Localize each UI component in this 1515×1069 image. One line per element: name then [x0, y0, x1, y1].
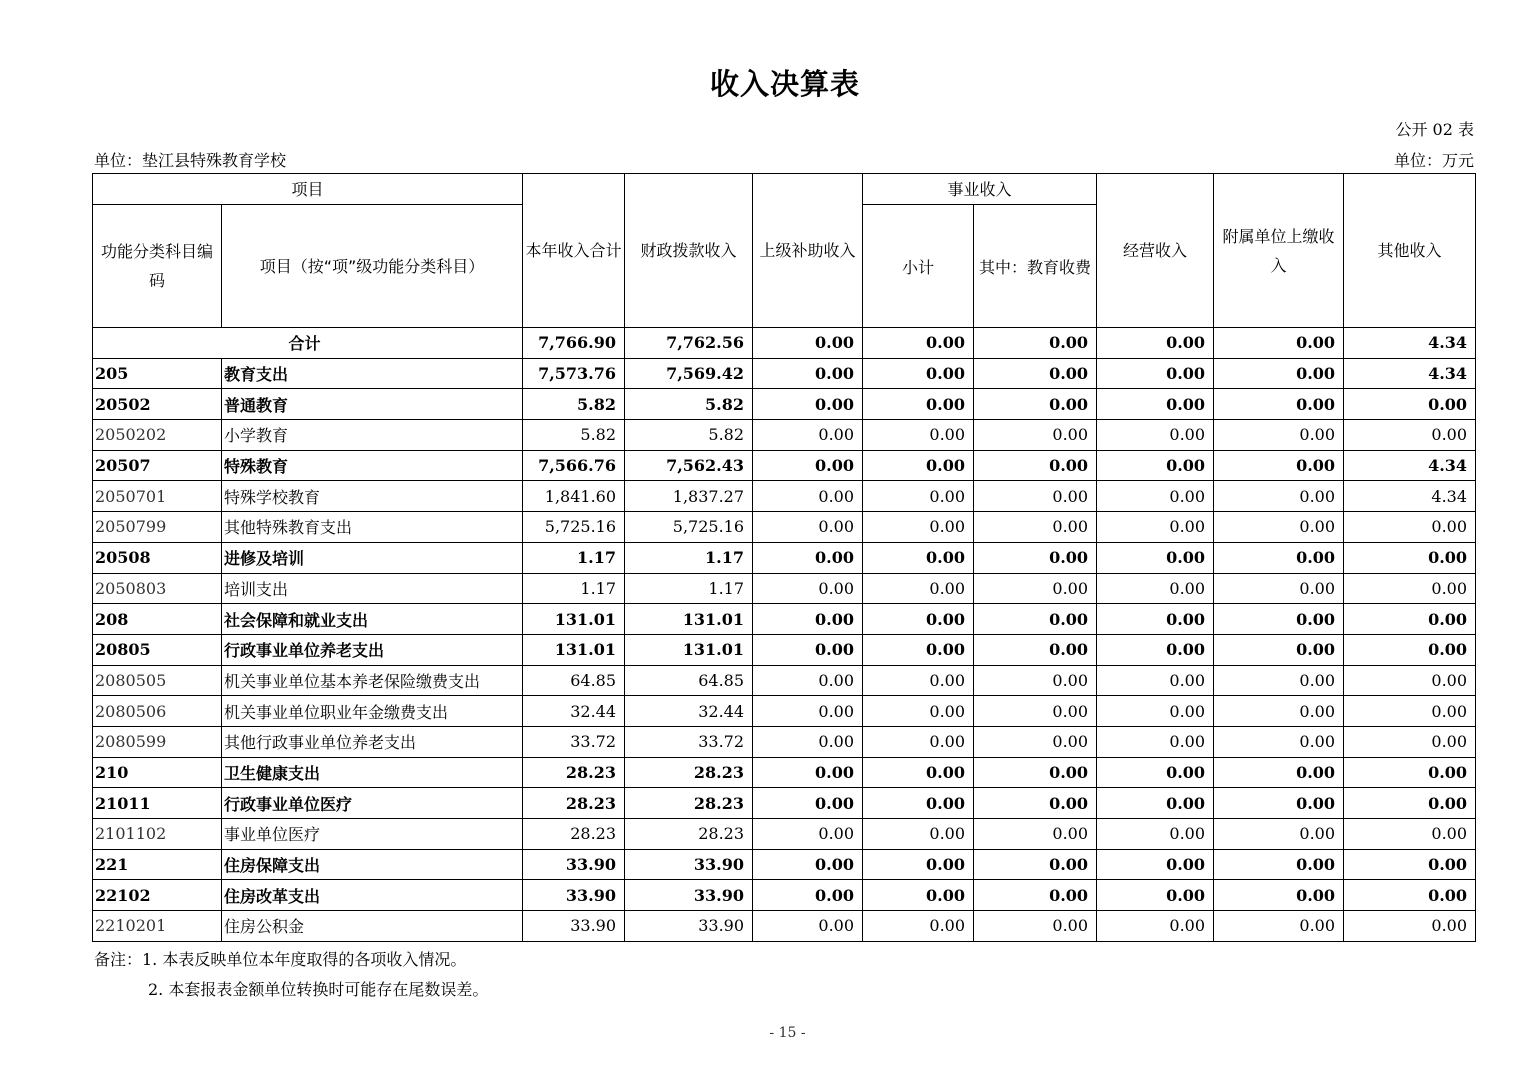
row-value: 0.00 — [1214, 450, 1344, 481]
row-value: 0.00 — [1344, 389, 1476, 420]
header-education-fee: 其中：教育收费 — [974, 205, 1097, 328]
row-code: 20805 — [93, 634, 222, 665]
row-value: 7,569.42 — [625, 358, 753, 389]
row-value: 0.00 — [863, 573, 974, 604]
row-value: 4.34 — [1344, 481, 1476, 512]
note-1: 备注：1. 本表反映单位本年度取得的各项收入情况。 — [94, 950, 467, 969]
row-value: 0.00 — [753, 880, 863, 911]
row-value: 0.00 — [1214, 819, 1344, 850]
table-row — [93, 358, 1476, 389]
total-value: 0.00 — [1214, 328, 1344, 359]
row-value: 0.00 — [1344, 788, 1476, 819]
table-row — [93, 788, 1476, 819]
row-value: 131.01 — [523, 634, 625, 665]
row-value: 0.00 — [1097, 542, 1214, 573]
table-row — [93, 757, 1476, 788]
table-row — [93, 911, 1476, 942]
row-value: 1,841.60 — [523, 481, 625, 512]
row-value: 28.23 — [625, 788, 753, 819]
row-name: 卫生健康支出 — [222, 757, 523, 788]
row-value: 64.85 — [625, 665, 753, 696]
row-value: 0.00 — [1214, 757, 1344, 788]
row-value: 33.90 — [625, 911, 753, 942]
row-value: 0.00 — [863, 819, 974, 850]
row-value: 0.00 — [1344, 849, 1476, 880]
row-value: 4.34 — [1344, 358, 1476, 389]
row-value: 28.23 — [625, 819, 753, 850]
row-value: 0.00 — [1214, 389, 1344, 420]
total-value: 0.00 — [1097, 328, 1214, 359]
table-row — [93, 573, 1476, 604]
total-value: 0.00 — [974, 328, 1097, 359]
row-value: 0.00 — [1344, 634, 1476, 665]
row-value: 0.00 — [863, 849, 974, 880]
row-value: 0.00 — [863, 450, 974, 481]
row-value: 0.00 — [1097, 880, 1214, 911]
header-affiliated: 附属单位上缴收入 — [1214, 174, 1344, 328]
row-value: 28.23 — [523, 819, 625, 850]
row-value: 64.85 — [523, 665, 625, 696]
row-value: 0.00 — [863, 542, 974, 573]
row-value: 0.00 — [1344, 512, 1476, 543]
row-value: 0.00 — [974, 911, 1097, 942]
row-value: 0.00 — [863, 481, 974, 512]
row-value: 0.00 — [753, 420, 863, 451]
page-title: 收入决算表 — [709, 67, 860, 101]
row-value: 0.00 — [753, 819, 863, 850]
header-subtotal: 小计 — [863, 205, 974, 328]
table-row — [93, 696, 1476, 727]
row-value: 0.00 — [1214, 481, 1344, 512]
total-label: 合计 — [93, 328, 523, 359]
row-value: 0.00 — [863, 420, 974, 451]
header-total: 本年收入合计 — [523, 174, 625, 328]
row-value: 0.00 — [1214, 604, 1344, 635]
header-superior: 上级补助收入 — [753, 174, 863, 328]
table-row — [93, 880, 1476, 911]
row-value: 5,725.16 — [523, 512, 625, 543]
row-value: 1.17 — [625, 542, 753, 573]
row-value: 0.00 — [974, 696, 1097, 727]
table-row — [93, 450, 1476, 481]
row-value: 0.00 — [753, 450, 863, 481]
row-value: 28.23 — [523, 757, 625, 788]
row-code: 2050803 — [93, 573, 222, 604]
row-value: 0.00 — [863, 512, 974, 543]
row-value: 0.00 — [863, 358, 974, 389]
row-value: 1.17 — [625, 573, 753, 604]
row-code: 2050202 — [93, 420, 222, 451]
row-value: 7,566.76 — [523, 450, 625, 481]
total-value: 0.00 — [863, 328, 974, 359]
row-name: 机关事业单位职业年金缴费支出 — [222, 696, 523, 727]
row-value: 33.90 — [523, 880, 625, 911]
row-value: 0.00 — [974, 665, 1097, 696]
row-code: 2050701 — [93, 481, 222, 512]
row-value: 0.00 — [753, 481, 863, 512]
row-value: 28.23 — [625, 757, 753, 788]
header-business-group: 事业收入 — [863, 174, 1097, 205]
total-value: 0.00 — [753, 328, 863, 359]
row-code: 2080506 — [93, 696, 222, 727]
row-code: 22102 — [93, 880, 222, 911]
row-value: 5.82 — [625, 420, 753, 451]
table-row — [93, 604, 1476, 635]
row-value: 5.82 — [625, 389, 753, 420]
row-value: 1.17 — [523, 573, 625, 604]
row-value: 0.00 — [863, 880, 974, 911]
row-value: 1,837.27 — [625, 481, 753, 512]
row-value: 0.00 — [1344, 696, 1476, 727]
form-number: 公开 02 表 — [1395, 120, 1474, 139]
row-value: 0.00 — [863, 665, 974, 696]
row-value: 0.00 — [1097, 481, 1214, 512]
row-code: 20502 — [93, 389, 222, 420]
row-value: 0.00 — [974, 819, 1097, 850]
row-value: 0.00 — [863, 788, 974, 819]
row-value: 0.00 — [974, 358, 1097, 389]
row-code: 2080505 — [93, 665, 222, 696]
header-item: 项目（按“项”级功能分类科目） — [222, 205, 523, 328]
row-value: 0.00 — [1097, 819, 1214, 850]
row-value: 131.01 — [523, 604, 625, 635]
row-value: 0.00 — [974, 512, 1097, 543]
row-value: 0.00 — [1097, 573, 1214, 604]
row-value: 0.00 — [753, 696, 863, 727]
row-value: 7,562.43 — [625, 450, 753, 481]
row-value: 32.44 — [523, 696, 625, 727]
row-code: 21011 — [93, 788, 222, 819]
row-name: 进修及培训 — [222, 542, 523, 573]
row-value: 0.00 — [1097, 696, 1214, 727]
row-value: 0.00 — [974, 420, 1097, 451]
header-project-group: 项目 — [93, 174, 523, 205]
row-value: 1.17 — [523, 542, 625, 573]
row-value: 0.00 — [753, 634, 863, 665]
row-value: 0.00 — [974, 481, 1097, 512]
row-value: 0.00 — [863, 696, 974, 727]
row-value: 33.90 — [625, 849, 753, 880]
row-code: 20508 — [93, 542, 222, 573]
row-value: 0.00 — [753, 573, 863, 604]
row-value: 0.00 — [753, 604, 863, 635]
row-value: 0.00 — [753, 726, 863, 757]
row-value: 0.00 — [753, 512, 863, 543]
row-value: 5,725.16 — [625, 512, 753, 543]
row-value: 33.72 — [523, 726, 625, 757]
table-row — [93, 389, 1476, 420]
table-row — [93, 819, 1476, 850]
row-value: 0.00 — [753, 389, 863, 420]
row-name: 其他行政事业单位养老支出 — [222, 726, 523, 757]
row-name: 住房改革支出 — [222, 880, 523, 911]
row-value: 0.00 — [974, 757, 1097, 788]
row-value: 0.00 — [1214, 420, 1344, 451]
row-name: 特殊学校教育 — [222, 481, 523, 512]
row-value: 0.00 — [1344, 911, 1476, 942]
row-value: 5.82 — [523, 389, 625, 420]
row-name: 社会保障和就业支出 — [222, 604, 523, 635]
row-value: 7,573.76 — [523, 358, 625, 389]
table-row — [93, 542, 1476, 573]
row-name: 培训支出 — [222, 573, 523, 604]
row-value: 4.34 — [1344, 450, 1476, 481]
income-table — [92, 173, 1476, 942]
row-name: 特殊教育 — [222, 450, 523, 481]
row-value: 0.00 — [974, 726, 1097, 757]
table-row — [93, 481, 1476, 512]
total-value: 7,762.56 — [625, 328, 753, 359]
row-name: 机关事业单位基本养老保险缴费支出 — [222, 665, 523, 696]
row-value: 0.00 — [1214, 512, 1344, 543]
row-value: 0.00 — [1344, 665, 1476, 696]
row-value: 0.00 — [974, 542, 1097, 573]
table-row — [93, 512, 1476, 543]
row-value: 28.23 — [523, 788, 625, 819]
table-row — [93, 665, 1476, 696]
row-value: 0.00 — [1097, 420, 1214, 451]
row-value: 0.00 — [753, 358, 863, 389]
row-code: 2050799 — [93, 512, 222, 543]
row-value: 0.00 — [1344, 573, 1476, 604]
row-name: 教育支出 — [222, 358, 523, 389]
notes — [94, 945, 488, 1005]
row-value: 0.00 — [974, 389, 1097, 420]
table-row — [93, 420, 1476, 451]
header-operating: 经营收入 — [1097, 174, 1214, 328]
row-code: 210 — [93, 757, 222, 788]
row-value: 0.00 — [1097, 757, 1214, 788]
row-code: 20507 — [93, 450, 222, 481]
row-value: 0.00 — [1214, 880, 1344, 911]
header-other: 其他收入 — [1344, 174, 1476, 328]
row-value: 0.00 — [974, 450, 1097, 481]
row-code: 2101102 — [93, 819, 222, 850]
row-value: 0.00 — [974, 788, 1097, 819]
row-value: 0.00 — [974, 880, 1097, 911]
row-name: 行政事业单位医疗 — [222, 788, 523, 819]
row-value: 0.00 — [1214, 696, 1344, 727]
page-number: - 15 - — [769, 1025, 806, 1041]
row-code: 205 — [93, 358, 222, 389]
table-row — [93, 634, 1476, 665]
row-value: 32.44 — [625, 696, 753, 727]
row-value: 0.00 — [1097, 604, 1214, 635]
row-name: 住房公积金 — [222, 911, 523, 942]
row-value: 0.00 — [1214, 911, 1344, 942]
row-value: 0.00 — [863, 634, 974, 665]
row-value: 33.90 — [625, 880, 753, 911]
row-name: 小学教育 — [222, 420, 523, 451]
table-row — [93, 726, 1476, 757]
row-value: 0.00 — [1344, 757, 1476, 788]
row-value: 0.00 — [1344, 542, 1476, 573]
row-name: 其他特殊教育支出 — [222, 512, 523, 543]
row-value: 0.00 — [1214, 573, 1344, 604]
row-value: 0.00 — [1097, 911, 1214, 942]
row-value: 33.90 — [523, 911, 625, 942]
row-code: 2210201 — [93, 911, 222, 942]
row-name: 事业单位医疗 — [222, 819, 523, 850]
row-value: 131.01 — [625, 634, 753, 665]
note-2: 2. 本套报表金额单位转换时可能存在尾数误差。 — [148, 980, 489, 999]
row-code: 221 — [93, 849, 222, 880]
row-value: 131.01 — [625, 604, 753, 635]
row-value: 0.00 — [863, 757, 974, 788]
row-value: 0.00 — [753, 665, 863, 696]
row-value: 0.00 — [753, 911, 863, 942]
row-name: 普通教育 — [222, 389, 523, 420]
total-value: 4.34 — [1344, 328, 1476, 359]
row-value: 0.00 — [1097, 358, 1214, 389]
row-value: 0.00 — [1344, 604, 1476, 635]
row-value: 0.00 — [1344, 420, 1476, 451]
row-value: 0.00 — [1214, 542, 1344, 573]
row-value: 0.00 — [974, 634, 1097, 665]
row-value: 0.00 — [974, 604, 1097, 635]
row-code: 2080599 — [93, 726, 222, 757]
row-value: 0.00 — [753, 757, 863, 788]
row-value: 0.00 — [1214, 665, 1344, 696]
row-value: 0.00 — [1344, 880, 1476, 911]
organization-unit: 单位：垫江县特殊教育学校 — [94, 151, 287, 170]
row-value: 0.00 — [1097, 849, 1214, 880]
row-name: 行政事业单位养老支出 — [222, 634, 523, 665]
row-value: 0.00 — [1097, 512, 1214, 543]
row-value: 0.00 — [1097, 389, 1214, 420]
header-fiscal: 财政拨款收入 — [625, 174, 753, 328]
row-value: 0.00 — [1214, 358, 1344, 389]
row-name: 住房保障支出 — [222, 849, 523, 880]
row-value: 0.00 — [1097, 788, 1214, 819]
total-value: 7,766.90 — [523, 328, 625, 359]
row-value: 0.00 — [1214, 849, 1344, 880]
row-value: 0.00 — [863, 389, 974, 420]
row-value: 0.00 — [753, 788, 863, 819]
row-value: 0.00 — [974, 573, 1097, 604]
row-value: 33.72 — [625, 726, 753, 757]
row-value: 0.00 — [1214, 634, 1344, 665]
row-value: 0.00 — [1097, 634, 1214, 665]
row-value: 0.00 — [863, 726, 974, 757]
row-value: 0.00 — [1097, 726, 1214, 757]
row-value: 0.00 — [1344, 726, 1476, 757]
row-value: 0.00 — [1097, 665, 1214, 696]
row-value: 0.00 — [753, 849, 863, 880]
header-code: 功能分类科目编码 — [93, 205, 222, 328]
row-value: 33.90 — [523, 849, 625, 880]
row-value: 0.00 — [974, 849, 1097, 880]
row-value: 0.00 — [863, 911, 974, 942]
table-row — [93, 849, 1476, 880]
row-value: 5.82 — [523, 420, 625, 451]
currency-unit: 单位：万元 — [1393, 151, 1474, 170]
row-value: 0.00 — [1344, 819, 1476, 850]
row-code: 208 — [93, 604, 222, 635]
row-value: 0.00 — [1214, 788, 1344, 819]
total-row — [93, 328, 1476, 359]
row-value: 0.00 — [1214, 726, 1344, 757]
row-value: 0.00 — [753, 542, 863, 573]
row-value: 0.00 — [1097, 450, 1214, 481]
row-value: 0.00 — [863, 604, 974, 635]
